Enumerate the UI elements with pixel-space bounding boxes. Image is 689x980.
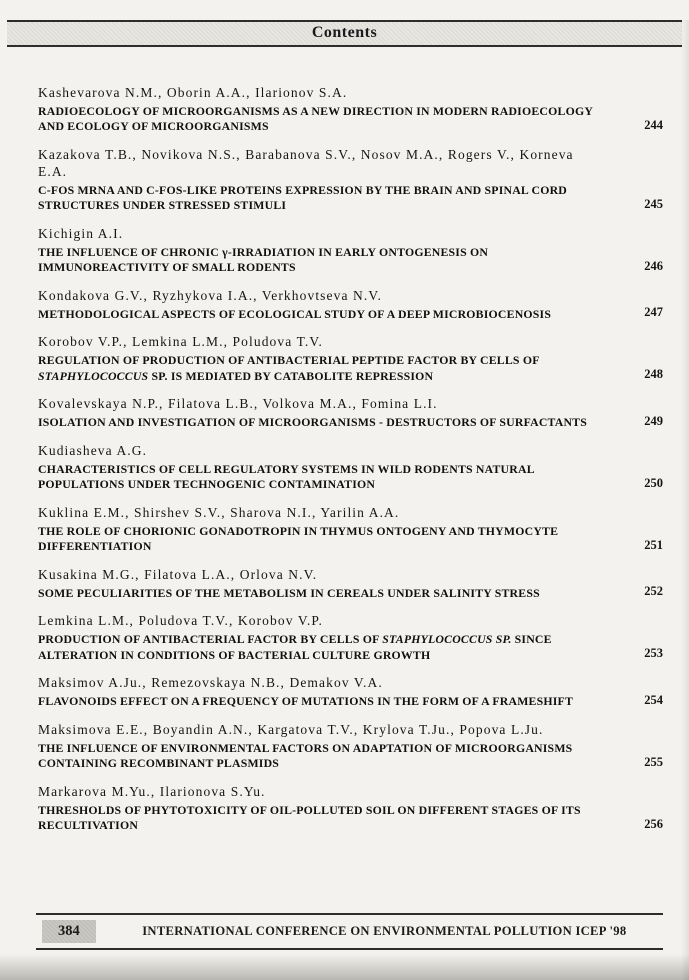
toc-entry bbox=[38, 334, 663, 384]
entry-authors: Kusakina M.G., Filatova L.A., Orlova N.V. bbox=[38, 566, 318, 582]
entry-page-number: 246 bbox=[644, 258, 663, 273]
entry-authors: Kovalevskaya N.P., Filatova L.B., Volkova M.A., Fomina L.I. bbox=[38, 396, 438, 412]
entry-authors: Kudiasheva A.G. bbox=[38, 442, 148, 458]
toc-entry bbox=[38, 85, 663, 135]
entry-main bbox=[38, 722, 621, 772]
page-title: Contents bbox=[311, 24, 378, 41]
entry-title: PRODUCTION OF ANTIBACTERIAL FACTOR BY CELLS OF STAPHYLOCOCCUS SP. SINCE ALTERATION IN CONDITIONS OF BACTERIAL CULTURE GROWTH bbox=[38, 632, 552, 662]
toc-entry bbox=[38, 147, 663, 214]
entry-title: THE INFLUENCE OF CHRONIC γ-IRRADIATION IN EARLY ONTOGENESIS ON IMMUNOREACTIVITY OF SMALL RODENTS bbox=[38, 244, 489, 275]
entry-page-number: 248 bbox=[644, 367, 663, 382]
entry-title: METHODOLOGICAL ASPECTS OF ECOLOGICAL STUDY OF A DEEP MICROBIOCENOSIS bbox=[38, 306, 552, 321]
entry-main bbox=[38, 288, 621, 322]
entry-title: SOME PECULIARITIES OF THE METABOLISM IN CEREALS UNDER SALINITY STRESS bbox=[38, 585, 540, 600]
entry-main bbox=[38, 147, 621, 214]
toc-entry bbox=[38, 288, 663, 322]
entry-page-number: 247 bbox=[644, 305, 663, 320]
entry-authors: Kashevarova N.M., Oborin A.A., Ilarionov S.A. bbox=[38, 85, 348, 100]
toc-entry bbox=[38, 567, 663, 601]
entry-title: RADIOECOLOGY OF MICROORGANISMS AS A NEW DIRECTION IN MODERN RADIOECOLOGY AND ECOLOGY OF MICROORGANISMS bbox=[38, 103, 593, 134]
entry-authors: Kondakova G.V., Ryzhykova I.A., Verkhovtseva N.V. bbox=[38, 287, 382, 303]
entry-main bbox=[38, 675, 621, 709]
entry-page-number: 250 bbox=[644, 475, 663, 490]
entry-title: THRESHOLDS OF PHYTOTOXICITY OF OIL-POLLUTED SOIL ON DIFFERENT STAGES OF ITS RECULTIVATION bbox=[38, 802, 581, 833]
entry-page-number: 249 bbox=[644, 413, 663, 428]
entry-authors: Kazakova T.B., Novikova N.S., Barabanova S.V., Nosov M.A., Rogers V., Korneva E.A. bbox=[38, 147, 574, 179]
entry-authors: Maksimova E.E., Boyandin A.N., Kargatova T.V., Krylova T.Ju., Popova L.Ju. bbox=[38, 721, 544, 737]
entry-main bbox=[38, 784, 621, 834]
toc-page bbox=[0, 20, 689, 939]
entry-page-number: 251 bbox=[644, 537, 663, 552]
toc-entry bbox=[38, 505, 663, 555]
scan-bottom-shading bbox=[0, 954, 689, 980]
entry-page-number: 255 bbox=[644, 754, 663, 769]
toc-entry bbox=[38, 784, 663, 834]
entry-main bbox=[38, 85, 621, 135]
entry-page-number: 254 bbox=[644, 692, 663, 707]
toc-entries bbox=[38, 85, 663, 834]
footer-conference-title: INTERNATIONAL CONFERENCE ON ENVIRONMENTAL POLLUTION ICEP '98 bbox=[142, 924, 627, 938]
entry-authors: Kuklina E.M., Shirshev S.V., Sharova N.I., Yarilin A.A. bbox=[38, 504, 400, 520]
entry-authors: Maksimov A.Ju., Remezovskaya N.B., Demakov V.A. bbox=[38, 675, 383, 691]
toc-entry bbox=[38, 722, 663, 772]
entry-title: ISOLATION AND INVESTIGATION OF MICROORGANISMS - DESTRUCTORS OF SURFACTANTS bbox=[38, 415, 588, 430]
toc-entry bbox=[38, 613, 663, 663]
entry-title: REGULATION OF PRODUCTION OF ANTIBACTERIAL PEPTIDE FACTOR BY CELLS OF STAPHYLOCOCCUS SP. IS MEDIATED BY CATABOLITE REPRESSION bbox=[38, 353, 540, 383]
toc-entry bbox=[38, 226, 663, 276]
toc-entry bbox=[38, 675, 663, 709]
entry-title: C-FOS MRNA AND C-FOS-LIKE PROTEINS EXPRESSION BY THE BRAIN AND SPINAL CORD STRUCTURES UNDER STRESSED STIMULI bbox=[38, 182, 568, 213]
scan-right-shading bbox=[681, 20, 689, 980]
toc-entry bbox=[38, 443, 663, 493]
toc-entry bbox=[38, 396, 663, 430]
footer-page-number: 384 bbox=[42, 920, 96, 943]
entry-title: THE INFLUENCE OF ENVIRONMENTAL FACTORS ON ADAPTATION OF MICROORGANISMS CONTAINING RECOMBINANT PLASMIDS bbox=[38, 740, 573, 771]
entry-page-number: 252 bbox=[644, 584, 663, 599]
entry-authors: Korobov V.P., Lemkina L.M., Poludova T.V. bbox=[38, 334, 323, 350]
entry-authors: Kichigin A.I. bbox=[38, 225, 124, 241]
entry-main bbox=[38, 613, 621, 663]
page-footer bbox=[36, 913, 663, 950]
entry-main bbox=[38, 396, 621, 430]
entry-authors: Lemkina L.M., Poludova T.V., Korobov V.P. bbox=[38, 613, 323, 629]
entry-main bbox=[38, 443, 621, 493]
entry-authors: Markarova M.Yu., Ilarionova S.Yu. bbox=[38, 783, 266, 799]
entry-main bbox=[38, 334, 621, 384]
entry-page-number: 244 bbox=[644, 118, 663, 132]
contents-header bbox=[7, 20, 682, 47]
entry-page-number: 245 bbox=[644, 196, 663, 211]
entry-page-number: 256 bbox=[644, 816, 663, 831]
entry-title: CHARACTERISTICS OF CELL REGULATORY SYSTEMS IN WILD RODENTS NATURAL POPULATIONS UNDER TECHNOGENIC CONTAMINATION bbox=[38, 461, 535, 492]
entry-main bbox=[38, 505, 621, 555]
entry-main bbox=[38, 226, 621, 276]
entry-main bbox=[38, 567, 621, 601]
entry-title: THE ROLE OF CHORIONIC GONADOTROPIN IN THYMUS ONTOGENY AND THYMOCYTE DIFFERENTIATION bbox=[38, 523, 559, 554]
entry-title: FLAVONOIDS EFFECT ON A FREQUENCY OF MUTATIONS IN THE FORM OF A FRAMESHIFT bbox=[38, 694, 574, 709]
entry-page-number: 253 bbox=[644, 646, 663, 661]
